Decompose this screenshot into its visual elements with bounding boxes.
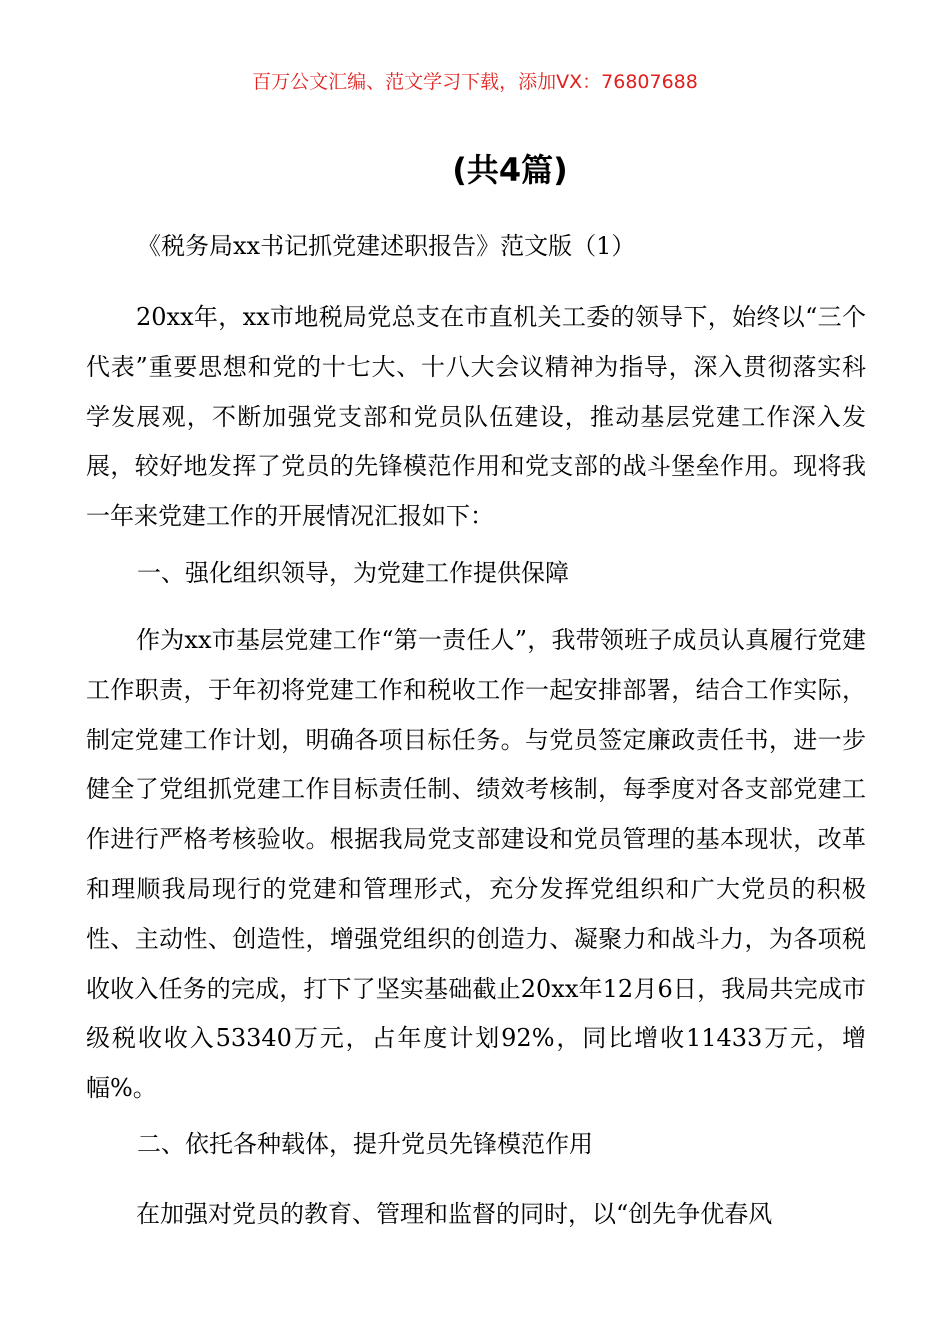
- paragraph-section-2: 在加强对党员的教育、管理和监督的同时，以“创先争优春风: [136, 1200, 773, 1228]
- paragraph-intro: 20xx年，xx市地税局党总支在市直机关工委的领导下，始终以“三个代表”重要思想和党的十七大、十八大会议精神为指导，深入贯彻落实科学发展观，不断加强党支部和党员队伍建设，推动基层党建工作深入发展，较好地发挥了党员的先锋模范作用和党支部的战斗堡垒作用。现将我一年来党建工作的开展情况汇报如下：: [86, 303, 866, 531]
- document-title: (共4篇): [452, 151, 568, 189]
- section-heading-2: 二、依托各种载体，提升党员先锋模范作用: [137, 1130, 593, 1158]
- document-subtitle: 《税务局xx书记抓党建述职报告》范文版（1）: [137, 232, 636, 260]
- paragraph-section-1: 作为xx市基层党建工作“第一责任人”，我带领班子成员认真履行党建工作职责，于年初将党建工作和税收工作一起安排部署，结合工作实际，制定党建工作计划，明确各项目标任务。与党员签定廉政责任书，进一步健全了党组抓党建工作目标责任制、绩效考核制，每季度对各支部党建工作进行严格考核验收。根据我局党支部建设和党员管理的基本现状，改革和理顺我局现行的党建和管理形式，充分发挥党组织和广大党员的积极性、主动性、创造性，增强党组织的创造力、凝聚力和战斗力，为各项税收收入任务的完成，打下了坚实基础截止20xx年12月6日，我局共完成市级税收收入53340万元，占年度计划92%，同比增收11433万元，增幅%。: [86, 626, 866, 1103]
- header-note: 百万公文汇编、范文学习下载，添加VX：76807688: [252, 71, 698, 93]
- section-heading-1: 一、强化组织领导，为党建工作提供保障: [137, 559, 569, 587]
